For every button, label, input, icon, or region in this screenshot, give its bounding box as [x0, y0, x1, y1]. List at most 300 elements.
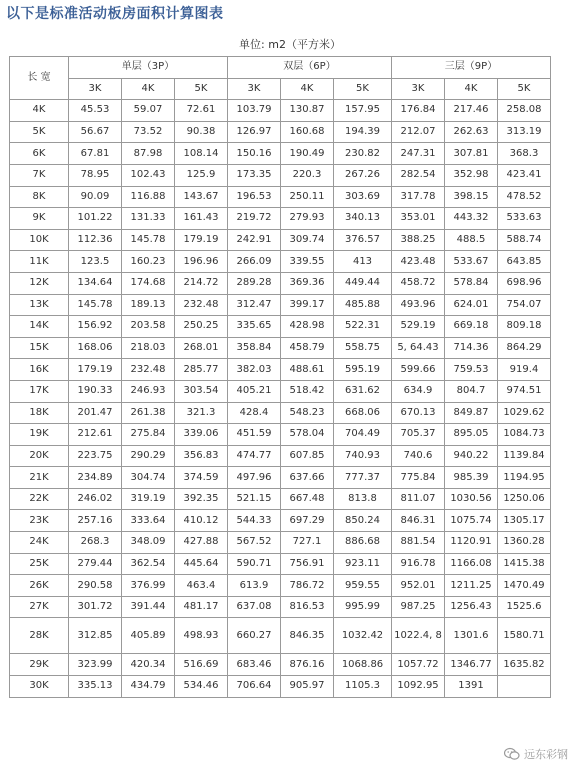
table-cell: 578.04: [281, 424, 334, 446]
table-cell: 637.08: [228, 596, 281, 618]
table-cell: 368.3: [498, 143, 551, 165]
table-cell: 923.11: [334, 553, 392, 575]
table-cell: 250.25: [175, 316, 228, 338]
table-cell: 533.63: [498, 208, 551, 230]
table-row: [10, 229, 551, 251]
table-cell: 160.68: [281, 121, 334, 143]
table-cell: 145.78: [122, 229, 175, 251]
table-cell: 108.14: [175, 143, 228, 165]
table-cell: 1305.17: [498, 510, 551, 532]
table-cell: 157.95: [334, 100, 392, 122]
table-cell: 388.25: [392, 229, 445, 251]
table-cell: 886.68: [334, 532, 392, 554]
table-cell: 131.33: [122, 208, 175, 230]
sub-header-cell: 3K: [392, 78, 445, 100]
table-cell: 56.67: [69, 121, 122, 143]
table-cell: 740.6: [392, 445, 445, 467]
table-cell: 319.19: [122, 488, 175, 510]
table-cell: 309.74: [281, 229, 334, 251]
table-row: [10, 654, 551, 676]
table-cell: 369.36: [281, 272, 334, 294]
table-row: [10, 402, 551, 424]
table-cell: 631.62: [334, 380, 392, 402]
table-cell: 179.19: [69, 359, 122, 381]
sub-header-cell: 5K: [498, 78, 551, 100]
row-length-cell: 10K: [10, 229, 69, 251]
table-cell: 376.57: [334, 229, 392, 251]
table-cell: 143.67: [175, 186, 228, 208]
table-cell: 150.16: [228, 143, 281, 165]
table-cell: 544.33: [228, 510, 281, 532]
table-cell: 304.74: [122, 467, 175, 489]
table-cell: 895.05: [445, 424, 498, 446]
table-cell: 410.12: [175, 510, 228, 532]
table-cell: 67.81: [69, 143, 122, 165]
table-cell: 125.9: [175, 164, 228, 186]
table-cell: 643.85: [498, 251, 551, 273]
table-cell: 1139.84: [498, 445, 551, 467]
table-cell: 261.38: [122, 402, 175, 424]
row-length-cell: 9K: [10, 208, 69, 230]
table-cell: 1391: [445, 676, 498, 698]
table-cell: 443.32: [445, 208, 498, 230]
row-length-cell: 14K: [10, 316, 69, 338]
table-cell: 493.96: [392, 294, 445, 316]
table-cell: 916.78: [392, 553, 445, 575]
table-cell: 289.28: [228, 272, 281, 294]
table-cell: 497.96: [228, 467, 281, 489]
table-cell: 816.53: [281, 596, 334, 618]
table-cell: 134.64: [69, 272, 122, 294]
table-row: [10, 575, 551, 597]
table-cell: 173.35: [228, 164, 281, 186]
table-cell: 335.13: [69, 676, 122, 698]
table-cell: 1092.95: [392, 676, 445, 698]
table-cell: 881.54: [392, 532, 445, 554]
table-cell: 667.48: [281, 488, 334, 510]
table-cell: 301.72: [69, 596, 122, 618]
sub-header-cell: 5K: [334, 78, 392, 100]
table-cell: 130.87: [281, 100, 334, 122]
table-cell: 427.88: [175, 532, 228, 554]
table-cell: 959.55: [334, 575, 392, 597]
table-row: [10, 676, 551, 698]
table-cell: 683.46: [228, 654, 281, 676]
table-cell: 279.93: [281, 208, 334, 230]
unit-label: 单位: m2（平方米）: [239, 38, 341, 51]
table-cell: 174.68: [122, 272, 175, 294]
row-length-cell: 13K: [10, 294, 69, 316]
row-length-cell: 23K: [10, 510, 69, 532]
table-cell: 161.43: [175, 208, 228, 230]
row-length-cell: 5K: [10, 121, 69, 143]
row-length-cell: 26K: [10, 575, 69, 597]
table-cell: 1360.28: [498, 532, 551, 554]
table-row: [10, 618, 551, 654]
table-cell: 353.01: [392, 208, 445, 230]
table-cell: 529.19: [392, 316, 445, 338]
table-cell: 116.88: [122, 186, 175, 208]
table-cell: 214.72: [175, 272, 228, 294]
table-cell: 919.4: [498, 359, 551, 381]
table-cell: 775.84: [392, 467, 445, 489]
table-cell: 223.75: [69, 445, 122, 467]
row-length-cell: 24K: [10, 532, 69, 554]
table-cell: 727.1: [281, 532, 334, 554]
row-length-cell: 12K: [10, 272, 69, 294]
table-cell: 1030.56: [445, 488, 498, 510]
table-cell: 533.67: [445, 251, 498, 273]
table-cell: 242.91: [228, 229, 281, 251]
table-cell: 567.52: [228, 532, 281, 554]
table-cell: 267.26: [334, 164, 392, 186]
table-cell: 488.5: [445, 229, 498, 251]
table-row: [10, 488, 551, 510]
row-length-cell: 7K: [10, 164, 69, 186]
table-cell: 399.17: [281, 294, 334, 316]
table-cell: 754.07: [498, 294, 551, 316]
table-row: [10, 208, 551, 230]
table-cell: 339.06: [175, 424, 228, 446]
table-cell: 262.63: [445, 121, 498, 143]
table-cell: 428.4: [228, 402, 281, 424]
table-row: [10, 251, 551, 273]
table-cell: 312.47: [228, 294, 281, 316]
table-cell: 156.92: [69, 316, 122, 338]
table-cell: 160.23: [122, 251, 175, 273]
table-cell: 668.06: [334, 402, 392, 424]
table-cell: 356.83: [175, 445, 228, 467]
table-cell: 451.59: [228, 424, 281, 446]
row-length-cell: 22K: [10, 488, 69, 510]
table-cell: 126.97: [228, 121, 281, 143]
row-length-cell: 8K: [10, 186, 69, 208]
table-cell: 258.08: [498, 100, 551, 122]
table-cell: 45.53: [69, 100, 122, 122]
table-row: [10, 532, 551, 554]
table-cell: 849.87: [445, 402, 498, 424]
table-cell: 313.19: [498, 121, 551, 143]
table-cell: 423.48: [392, 251, 445, 273]
watermark: [504, 746, 568, 762]
table-cell: 321.3: [175, 402, 228, 424]
table-cell: 1057.72: [392, 654, 445, 676]
table-cell: 590.71: [228, 553, 281, 575]
table-cell: 220.3: [281, 164, 334, 186]
sub-header-cell: 4K: [445, 78, 498, 100]
table-cell: 103.79: [228, 100, 281, 122]
row-length-cell: 29K: [10, 654, 69, 676]
table-cell: 72.61: [175, 100, 228, 122]
sub-header-cell: 3K: [228, 78, 281, 100]
table-cell: 219.72: [228, 208, 281, 230]
table-cell: 434.79: [122, 676, 175, 698]
table-cell: 398.15: [445, 186, 498, 208]
table-cell: 1022.4, 8: [392, 618, 445, 654]
table-row: [10, 100, 551, 122]
table-cell: 196.53: [228, 186, 281, 208]
table-cell: 463.4: [175, 575, 228, 597]
table-cell: 145.78: [69, 294, 122, 316]
table-cell: 1301.6: [445, 618, 498, 654]
row-length-cell: 27K: [10, 596, 69, 618]
table-cell: 637.66: [281, 467, 334, 489]
table-cell: 588.74: [498, 229, 551, 251]
table-cell: 846.31: [392, 510, 445, 532]
table-cell: 777.37: [334, 467, 392, 489]
table-cell: 303.69: [334, 186, 392, 208]
table-cell: 257.16: [69, 510, 122, 532]
table-cell: 850.24: [334, 510, 392, 532]
table-cell: 194.39: [334, 121, 392, 143]
table-cell: 1580.71: [498, 618, 551, 654]
table-cell: 1105.3: [334, 676, 392, 698]
table-cell: 670.13: [392, 402, 445, 424]
sub-header-cell: 4K: [122, 78, 175, 100]
row-length-cell: 16K: [10, 359, 69, 381]
table-cell: 90.09: [69, 186, 122, 208]
table-cell: 634.9: [392, 380, 445, 402]
table-cell: 217.46: [445, 100, 498, 122]
table-cell: 246.93: [122, 380, 175, 402]
table-cell: 516.69: [175, 654, 228, 676]
table-cell: 1120.91: [445, 532, 498, 554]
table-cell: 405.21: [228, 380, 281, 402]
table-row: [10, 294, 551, 316]
table-cell: 290.29: [122, 445, 175, 467]
table-row: [10, 424, 551, 446]
row-length-cell: 25K: [10, 553, 69, 575]
table-cell: 1525.6: [498, 596, 551, 618]
table-cell: 196.96: [175, 251, 228, 273]
table-cell: 558.75: [334, 337, 392, 359]
table-cell: 179.19: [175, 229, 228, 251]
table-row: [10, 143, 551, 165]
table-cell: 340.13: [334, 208, 392, 230]
table-cell: 474.77: [228, 445, 281, 467]
table-cell: 275.84: [122, 424, 175, 446]
table-cell: 230.82: [334, 143, 392, 165]
table-cell: 374.59: [175, 467, 228, 489]
table-row: [10, 467, 551, 489]
table-cell: 786.72: [281, 575, 334, 597]
table-cell: 1346.77: [445, 654, 498, 676]
table-cell: 595.19: [334, 359, 392, 381]
table-cell: 317.78: [392, 186, 445, 208]
table-cell: 5, 64.43: [392, 337, 445, 359]
table-cell: 189.13: [122, 294, 175, 316]
table-cell: 478.52: [498, 186, 551, 208]
table-cell: 599.66: [392, 359, 445, 381]
table-cell: 458.79: [281, 337, 334, 359]
table-cell: 804.7: [445, 380, 498, 402]
table-cell: 190.49: [281, 143, 334, 165]
table-cell: 352.98: [445, 164, 498, 186]
table-cell: 449.44: [334, 272, 392, 294]
table-cell: 78.95: [69, 164, 122, 186]
table-cell: 101.22: [69, 208, 122, 230]
row-length-cell: 11K: [10, 251, 69, 273]
table-cell: 905.97: [281, 676, 334, 698]
table-cell: 1029.62: [498, 402, 551, 424]
table-cell: 995.99: [334, 596, 392, 618]
table-cell: 756.91: [281, 553, 334, 575]
table-cell: 705.37: [392, 424, 445, 446]
table-cell: 697.29: [281, 510, 334, 532]
table-cell: 303.54: [175, 380, 228, 402]
table-cell: 279.44: [69, 553, 122, 575]
sub-header-cell: 5K: [175, 78, 228, 100]
row-length-cell: 6K: [10, 143, 69, 165]
table-cell: 759.53: [445, 359, 498, 381]
table-cell: 250.11: [281, 186, 334, 208]
table-cell: 521.15: [228, 488, 281, 510]
row-header-cell: 长 宽: [10, 57, 69, 100]
table-cell: 123.5: [69, 251, 122, 273]
table-cell: 112.36: [69, 229, 122, 251]
table-cell: 985.39: [445, 467, 498, 489]
table-cell: 1211.25: [445, 575, 498, 597]
table-row: [10, 186, 551, 208]
table-cell: 660.27: [228, 618, 281, 654]
table-cell: 90.38: [175, 121, 228, 143]
table-cell: 218.03: [122, 337, 175, 359]
table-cell: 405.89: [122, 618, 175, 654]
table-row: [10, 272, 551, 294]
table-cell: 445.64: [175, 553, 228, 575]
table-row: [10, 380, 551, 402]
area-table: [9, 56, 551, 698]
table-cell: 1068.86: [334, 654, 392, 676]
table-cell: 323.99: [69, 654, 122, 676]
table-cell: 73.52: [122, 121, 175, 143]
table-row: [10, 164, 551, 186]
table-cell: 282.54: [392, 164, 445, 186]
sub-header-cell: 3K: [69, 78, 122, 100]
table-cell: 234.89: [69, 467, 122, 489]
table-cell: 312.85: [69, 618, 122, 654]
table-cell: 423.41: [498, 164, 551, 186]
table-row: [10, 359, 551, 381]
watermark-text: 远东彩钢: [524, 748, 568, 761]
table-cell: 548.23: [281, 402, 334, 424]
table-cell: 578.84: [445, 272, 498, 294]
table-cell: 987.25: [392, 596, 445, 618]
table-cell: 952.01: [392, 575, 445, 597]
table-cell: 382.03: [228, 359, 281, 381]
table-cell: 413: [334, 251, 392, 273]
table-cell: 1166.08: [445, 553, 498, 575]
table-cell: 376.99: [122, 575, 175, 597]
table-cell: 864.29: [498, 337, 551, 359]
table-row: [10, 337, 551, 359]
row-length-cell: 19K: [10, 424, 69, 446]
table-cell: 201.47: [69, 402, 122, 424]
table-cell: 428.98: [281, 316, 334, 338]
row-length-cell: 4K: [10, 100, 69, 122]
table-cell: 876.16: [281, 654, 334, 676]
header-row-widths: [10, 78, 551, 100]
table-cell: 246.02: [69, 488, 122, 510]
table-cell: 704.49: [334, 424, 392, 446]
table-cell: 1032.42: [334, 618, 392, 654]
table-cell: 212.61: [69, 424, 122, 446]
row-length-cell: 30K: [10, 676, 69, 698]
table-cell: 333.64: [122, 510, 175, 532]
table-cell: 740.93: [334, 445, 392, 467]
row-length-cell: 15K: [10, 337, 69, 359]
table-cell: 348.09: [122, 532, 175, 554]
row-length-cell: 28K: [10, 618, 69, 654]
table-cell: 290.58: [69, 575, 122, 597]
wechat-icon: [504, 747, 520, 761]
table-cell: 1256.43: [445, 596, 498, 618]
table-row: [10, 510, 551, 532]
table-row: [10, 553, 551, 575]
table-cell: 247.31: [392, 143, 445, 165]
page-title: 以下是标准活动板房面积计算图表: [6, 6, 224, 22]
table-cell: 698.96: [498, 272, 551, 294]
table-cell: 706.64: [228, 676, 281, 698]
table-row: [10, 596, 551, 618]
table-cell: 811.07: [392, 488, 445, 510]
table-cell: 203.58: [122, 316, 175, 338]
table-cell: 498.93: [175, 618, 228, 654]
table-cell: 1075.74: [445, 510, 498, 532]
row-length-cell: 18K: [10, 402, 69, 424]
table-cell: 1415.38: [498, 553, 551, 575]
table-cell: 714.36: [445, 337, 498, 359]
table-row: [10, 121, 551, 143]
table-row: [10, 316, 551, 338]
table-cell: 212.07: [392, 121, 445, 143]
table-cell: 1194.95: [498, 467, 551, 489]
row-length-cell: 21K: [10, 467, 69, 489]
table-cell: 1635.82: [498, 654, 551, 676]
group-header-double: 双层（6P）: [228, 57, 392, 79]
table-cell: 488.61: [281, 359, 334, 381]
table-cell: 190.33: [69, 380, 122, 402]
table-cell: 940.22: [445, 445, 498, 467]
table-cell: 391.44: [122, 596, 175, 618]
row-length-cell: 20K: [10, 445, 69, 467]
table-cell: 624.01: [445, 294, 498, 316]
table-cell: 266.09: [228, 251, 281, 273]
table-cell: [498, 676, 551, 698]
table-cell: 268.01: [175, 337, 228, 359]
table-cell: 518.42: [281, 380, 334, 402]
table-cell: 102.43: [122, 164, 175, 186]
sub-header-cell: 4K: [281, 78, 334, 100]
table-cell: 974.51: [498, 380, 551, 402]
table-cell: 813.8: [334, 488, 392, 510]
table-cell: 176.84: [392, 100, 445, 122]
table-cell: 1250.06: [498, 488, 551, 510]
table-cell: 420.34: [122, 654, 175, 676]
group-header-single: 单层（3P）: [69, 57, 228, 79]
table-cell: 1084.73: [498, 424, 551, 446]
table-cell: 87.98: [122, 143, 175, 165]
table-cell: 268.3: [69, 532, 122, 554]
table-cell: 613.9: [228, 575, 281, 597]
table-cell: 809.18: [498, 316, 551, 338]
table-cell: 232.48: [122, 359, 175, 381]
table-cell: 339.55: [281, 251, 334, 273]
table-cell: 846.35: [281, 618, 334, 654]
table-cell: 669.18: [445, 316, 498, 338]
table-cell: 522.31: [334, 316, 392, 338]
table-cell: 232.48: [175, 294, 228, 316]
